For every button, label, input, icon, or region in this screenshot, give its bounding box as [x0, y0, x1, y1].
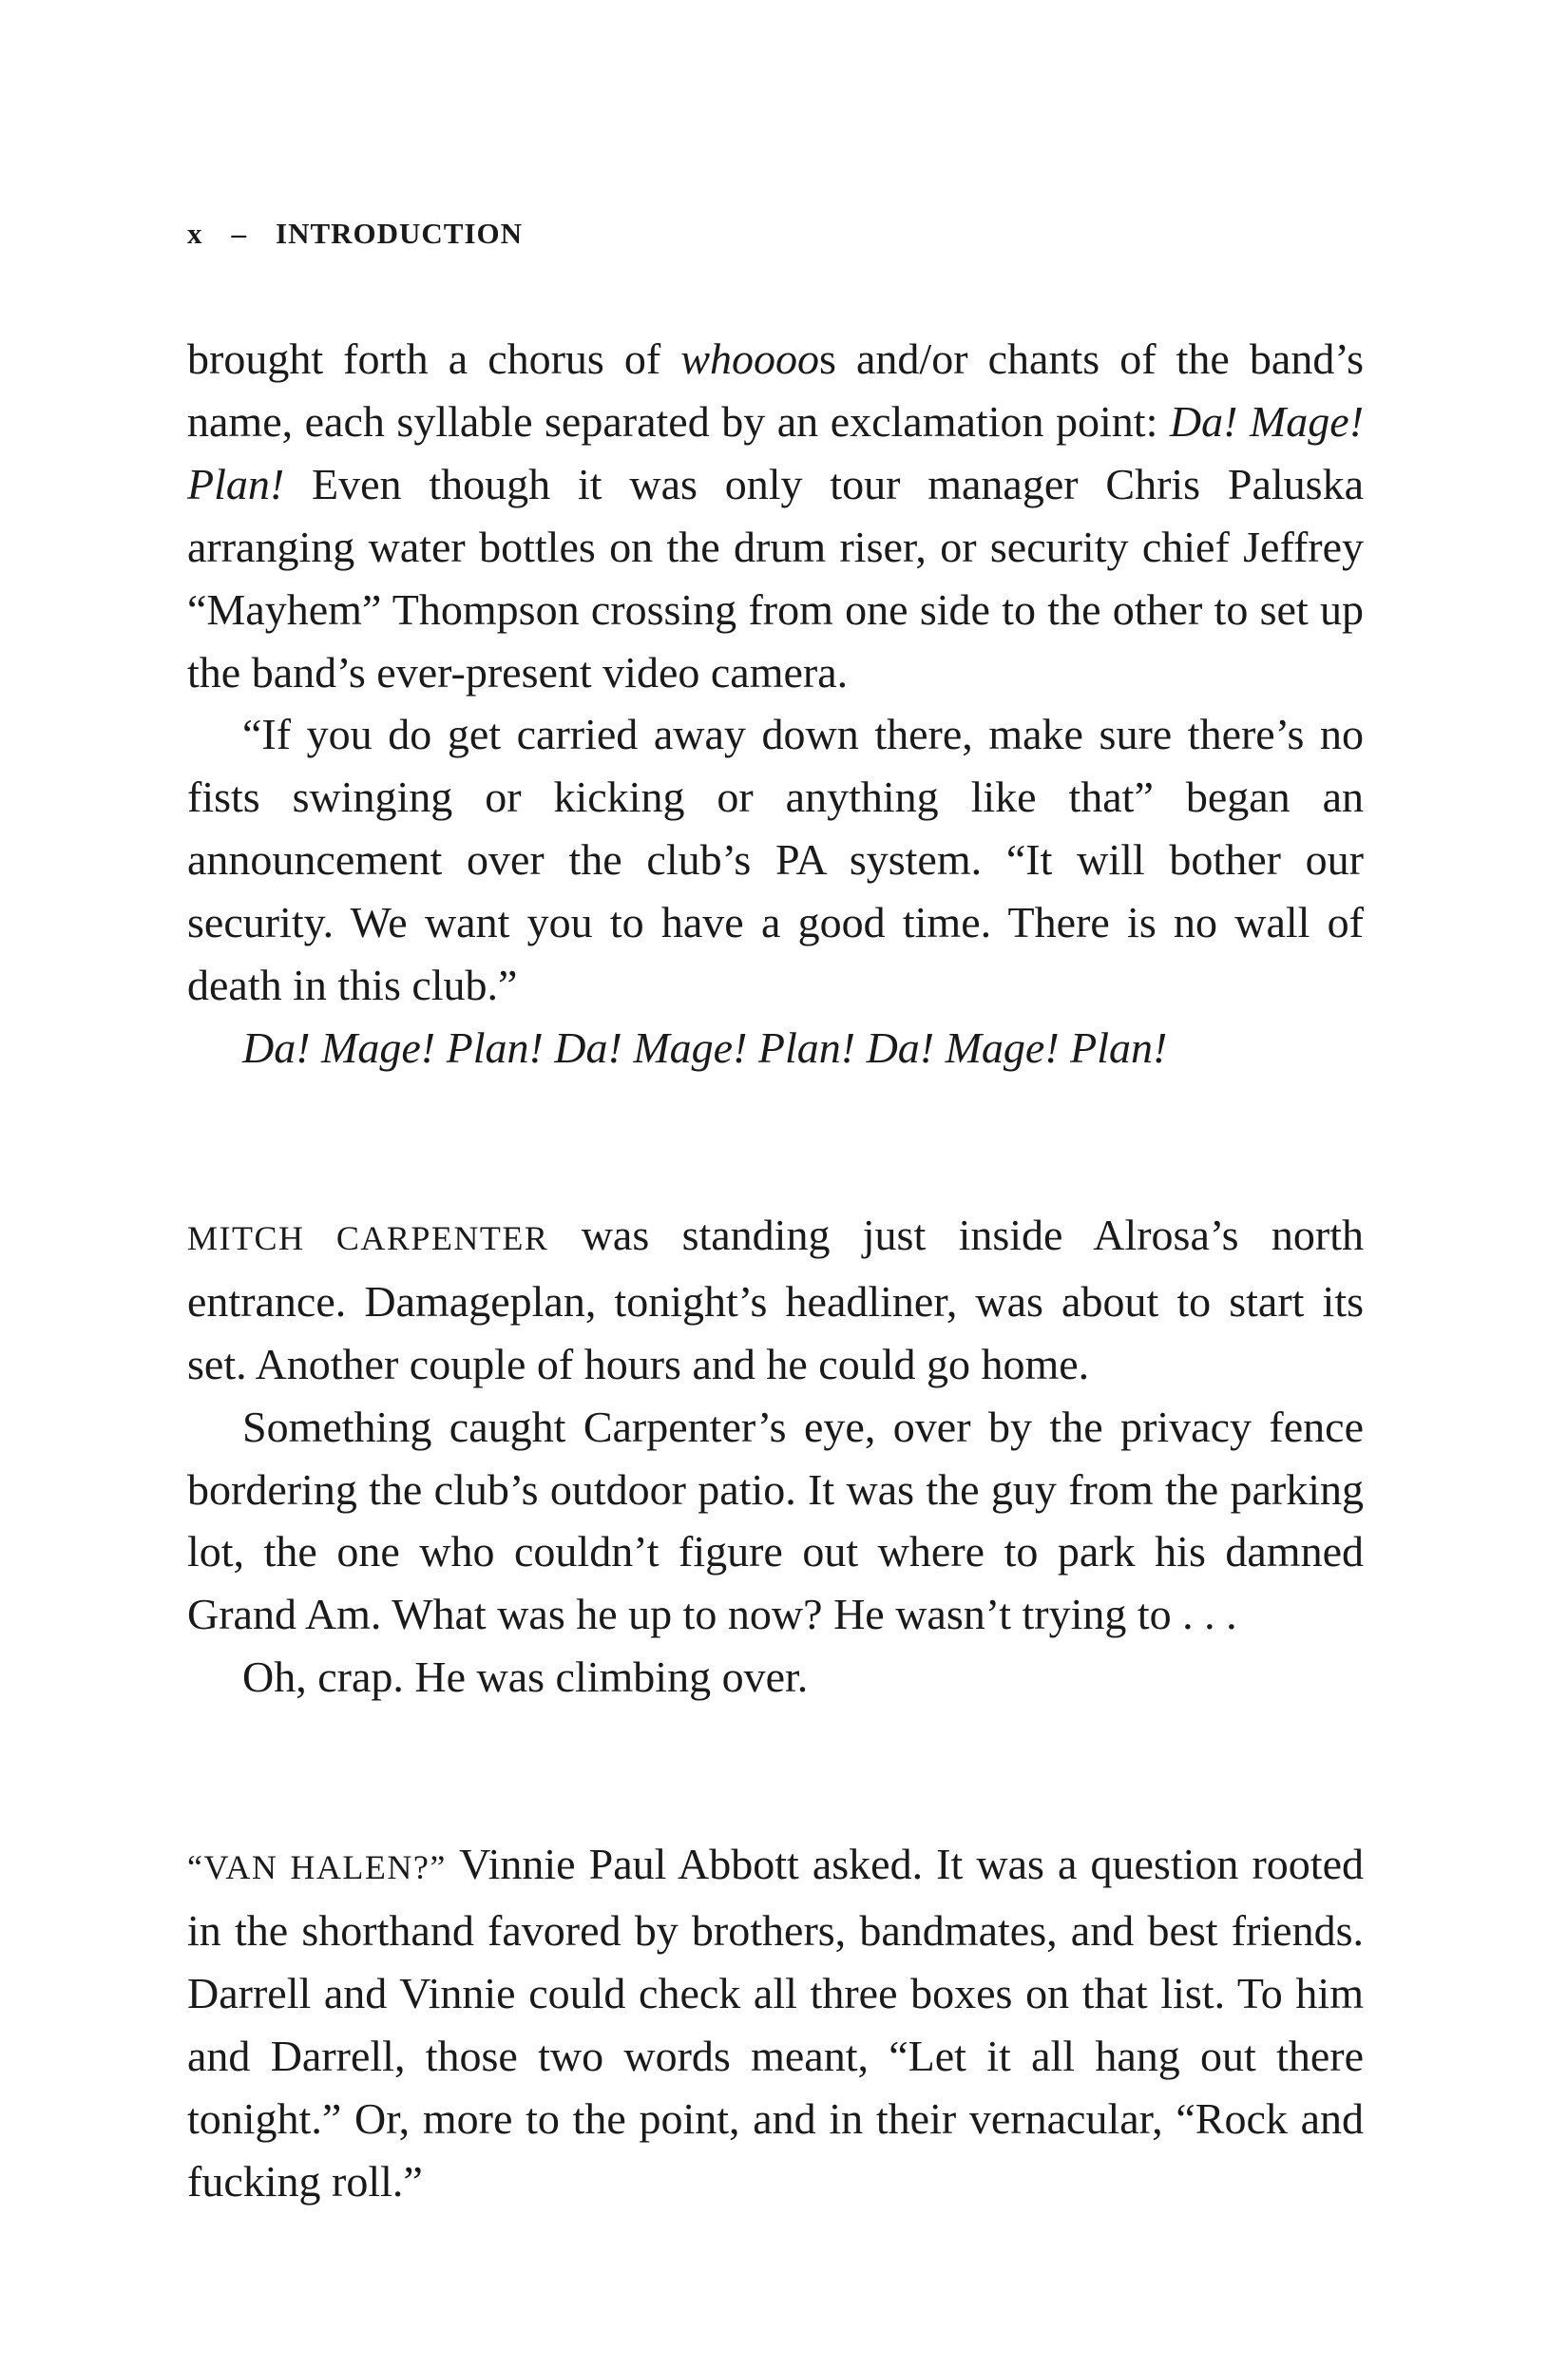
chapter-title: INTRODUCTION — [276, 217, 524, 250]
running-head-separator: – — [231, 217, 247, 250]
paragraph-5: Something caught Carpenter’s eye, over by the privacy fence bordering the club’s outdoor patio. It was the guy from the parking lot, the one who couldn’t figure out where to park his damned Grand Am. What was he up to now? He wasn’t trying to . . . — [187, 1402, 1364, 1639]
paragraph-7-text: Vinnie Paul Abbott asked. It was a question rooted in the shorthand favored by brothers, bandmates, and best friends. Darrell and Vinnie could check all three boxes on that list. To him and Darrell, those two words meant, “Let it all hang out there tonight.” Or, more to the point, and in their vernacular, “Rock and fucking roll.” — [187, 1840, 1364, 2206]
paragraph-3-italic-chant: Da! Mage! Plan! Da! Mage! Plan! Da! Mage! Plan! — [242, 1022, 1168, 1072]
paragraph-1-italic-chant: Da! Mage! Plan! — [187, 396, 1365, 508]
paragraph-7 — [187, 1833, 1364, 2212]
paragraph-7-lead-in: “VAN HALEN?” — [187, 1848, 447, 1887]
paragraph-4 — [187, 1204, 1364, 1396]
paragraph-1 — [187, 328, 1364, 703]
paragraph-4-lead-in: MITCH CARPENTER — [187, 1218, 549, 1257]
paragraph-1-text-e: Even though it was only tour manager Chris Paluska arranging water bottles on the drum riser, or security chief Jeffrey “Mayhem” Thompson crossing from one side to the other to set up the band’s ever-present video camera. — [187, 459, 1364, 697]
paragraph-1-italic-whoooo: whoooo — [680, 334, 820, 383]
paragraph-2: “If you do get carried away down there, make sure there’s no fists swinging or kicking or anything like that” began an announcement over the club’s PA system. “It will bother our security. We want you to have a good time. There is no wall of death in this club.” — [187, 710, 1364, 1010]
paragraph-1-text-c: s and/or chants of the band’s name, each syllable separated by an exclamation point: — [187, 334, 1364, 446]
running-head — [187, 217, 523, 251]
paragraph-3 — [187, 1017, 1364, 1079]
body-text — [187, 328, 1364, 2213]
page-number: x — [187, 217, 203, 250]
paragraph-1-text-a: brought forth a chorus of — [187, 334, 681, 383]
paragraph-6: Oh, crap. He was climbing over. — [242, 1653, 809, 1702]
paragraph-4-text: was standing just inside Alrosa’s north entrance. Damageplan, tonight’s headliner, was about to start its set. Another couple of hours and he could go home. — [187, 1210, 1364, 1388]
